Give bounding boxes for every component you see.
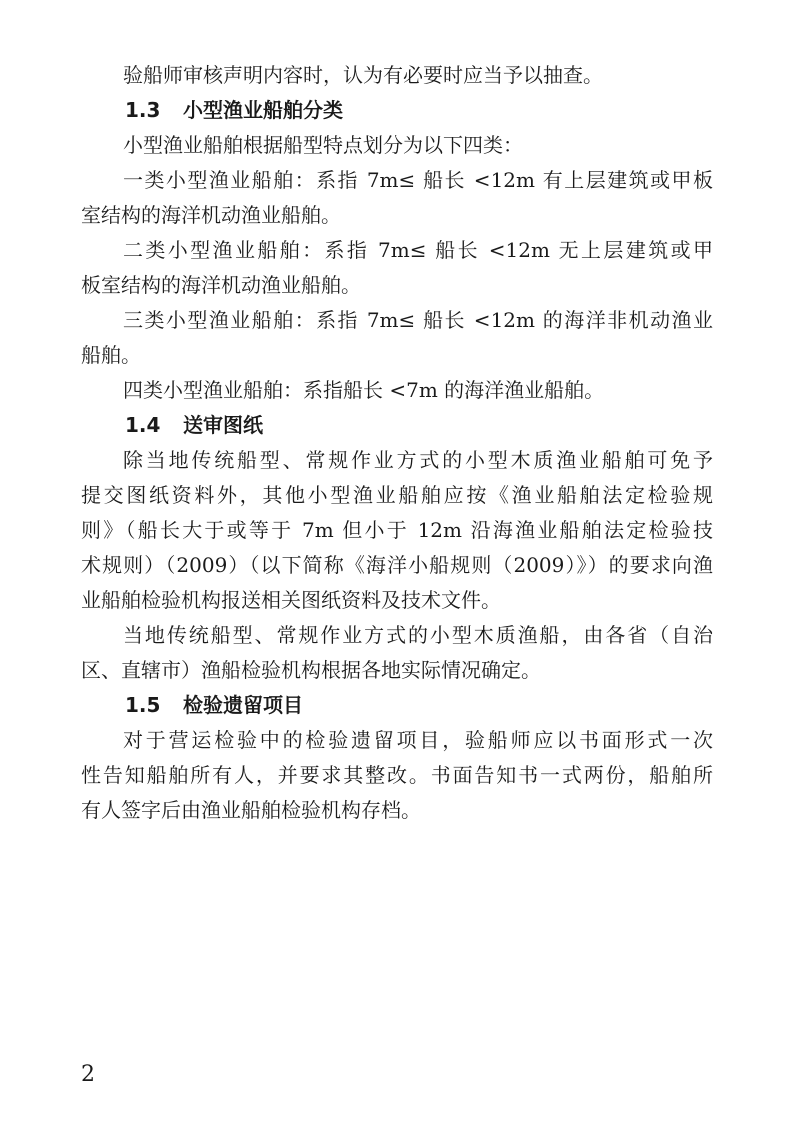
body-line: 性告知船舶所有人，并要求其整改。书面告知书一式两份，船舶所 (81, 763, 713, 787)
section-heading-1-5 (81, 688, 713, 723)
page-number: 2 (81, 1062, 95, 1087)
body-line: 当地传统船型、常规作业方式的小型木质渔船，由各省（自治 (123, 623, 713, 647)
section-title: 送审图纸 (183, 413, 263, 437)
section-number: 1.5 (125, 693, 161, 717)
body-line: 一类小型渔业船舶：系指 7m≤ 船长 <12m 有上层建筑或甲板 (123, 168, 713, 192)
section-title: 小型渔业船舶分类 (183, 98, 343, 122)
body-line: 术规则）（2009）（以下简称《海洋小船规则（2009）》）的要求向渔 (81, 553, 713, 577)
body-line: 对于营运检验中的检验遗留项目，验船师应以书面形式一次 (123, 728, 713, 752)
body-line: 除当地传统船型、常规作业方式的小型木质渔业船舶可免予 (123, 448, 713, 472)
body-line: 有人签字后由渔业船舶检验机构存档。 (81, 798, 421, 822)
body-line: 验船师审核声明内容时，认为有必要时应当予以抽查。 (123, 63, 603, 87)
body-line: 船舶。 (81, 343, 141, 367)
body-line: 业船舶检验机构报送相关图纸资料及技术文件。 (81, 588, 501, 612)
section-title: 检验遗留项目 (183, 693, 303, 717)
section-number: 1.3 (125, 98, 161, 122)
body-line: 小型渔业船舶根据船型特点划分为以下四类： (123, 133, 523, 157)
section-heading-1-3 (81, 93, 713, 128)
body-line: 四类小型渔业船舶：系指船长 <7m 的海洋渔业船舶。 (123, 378, 605, 402)
body-line: 三类小型渔业船舶：系指 7m≤ 船长 <12m 的海洋非机动渔业 (123, 308, 713, 332)
body-line: 则》（船长大于或等于 7m 但小于 12m 沿海渔业船舶法定检验技 (81, 518, 713, 542)
body-line: 室结构的海洋机动渔业船舶。 (81, 203, 341, 227)
body-line: 提交图纸资料外，其他小型渔业船舶应按《渔业船舶法定检验规 (81, 483, 713, 507)
page-body (81, 58, 713, 828)
body-line: 二类小型渔业船舶：系指 7m≤ 船长 <12m 无上层建筑或甲 (123, 238, 713, 262)
section-number: 1.4 (125, 413, 161, 437)
body-line: 区、直辖市）渔船检验机构根据各地实际情况确定。 (81, 658, 541, 682)
section-heading-1-4 (81, 408, 713, 443)
body-line: 板室结构的海洋机动渔业船舶。 (81, 273, 361, 297)
